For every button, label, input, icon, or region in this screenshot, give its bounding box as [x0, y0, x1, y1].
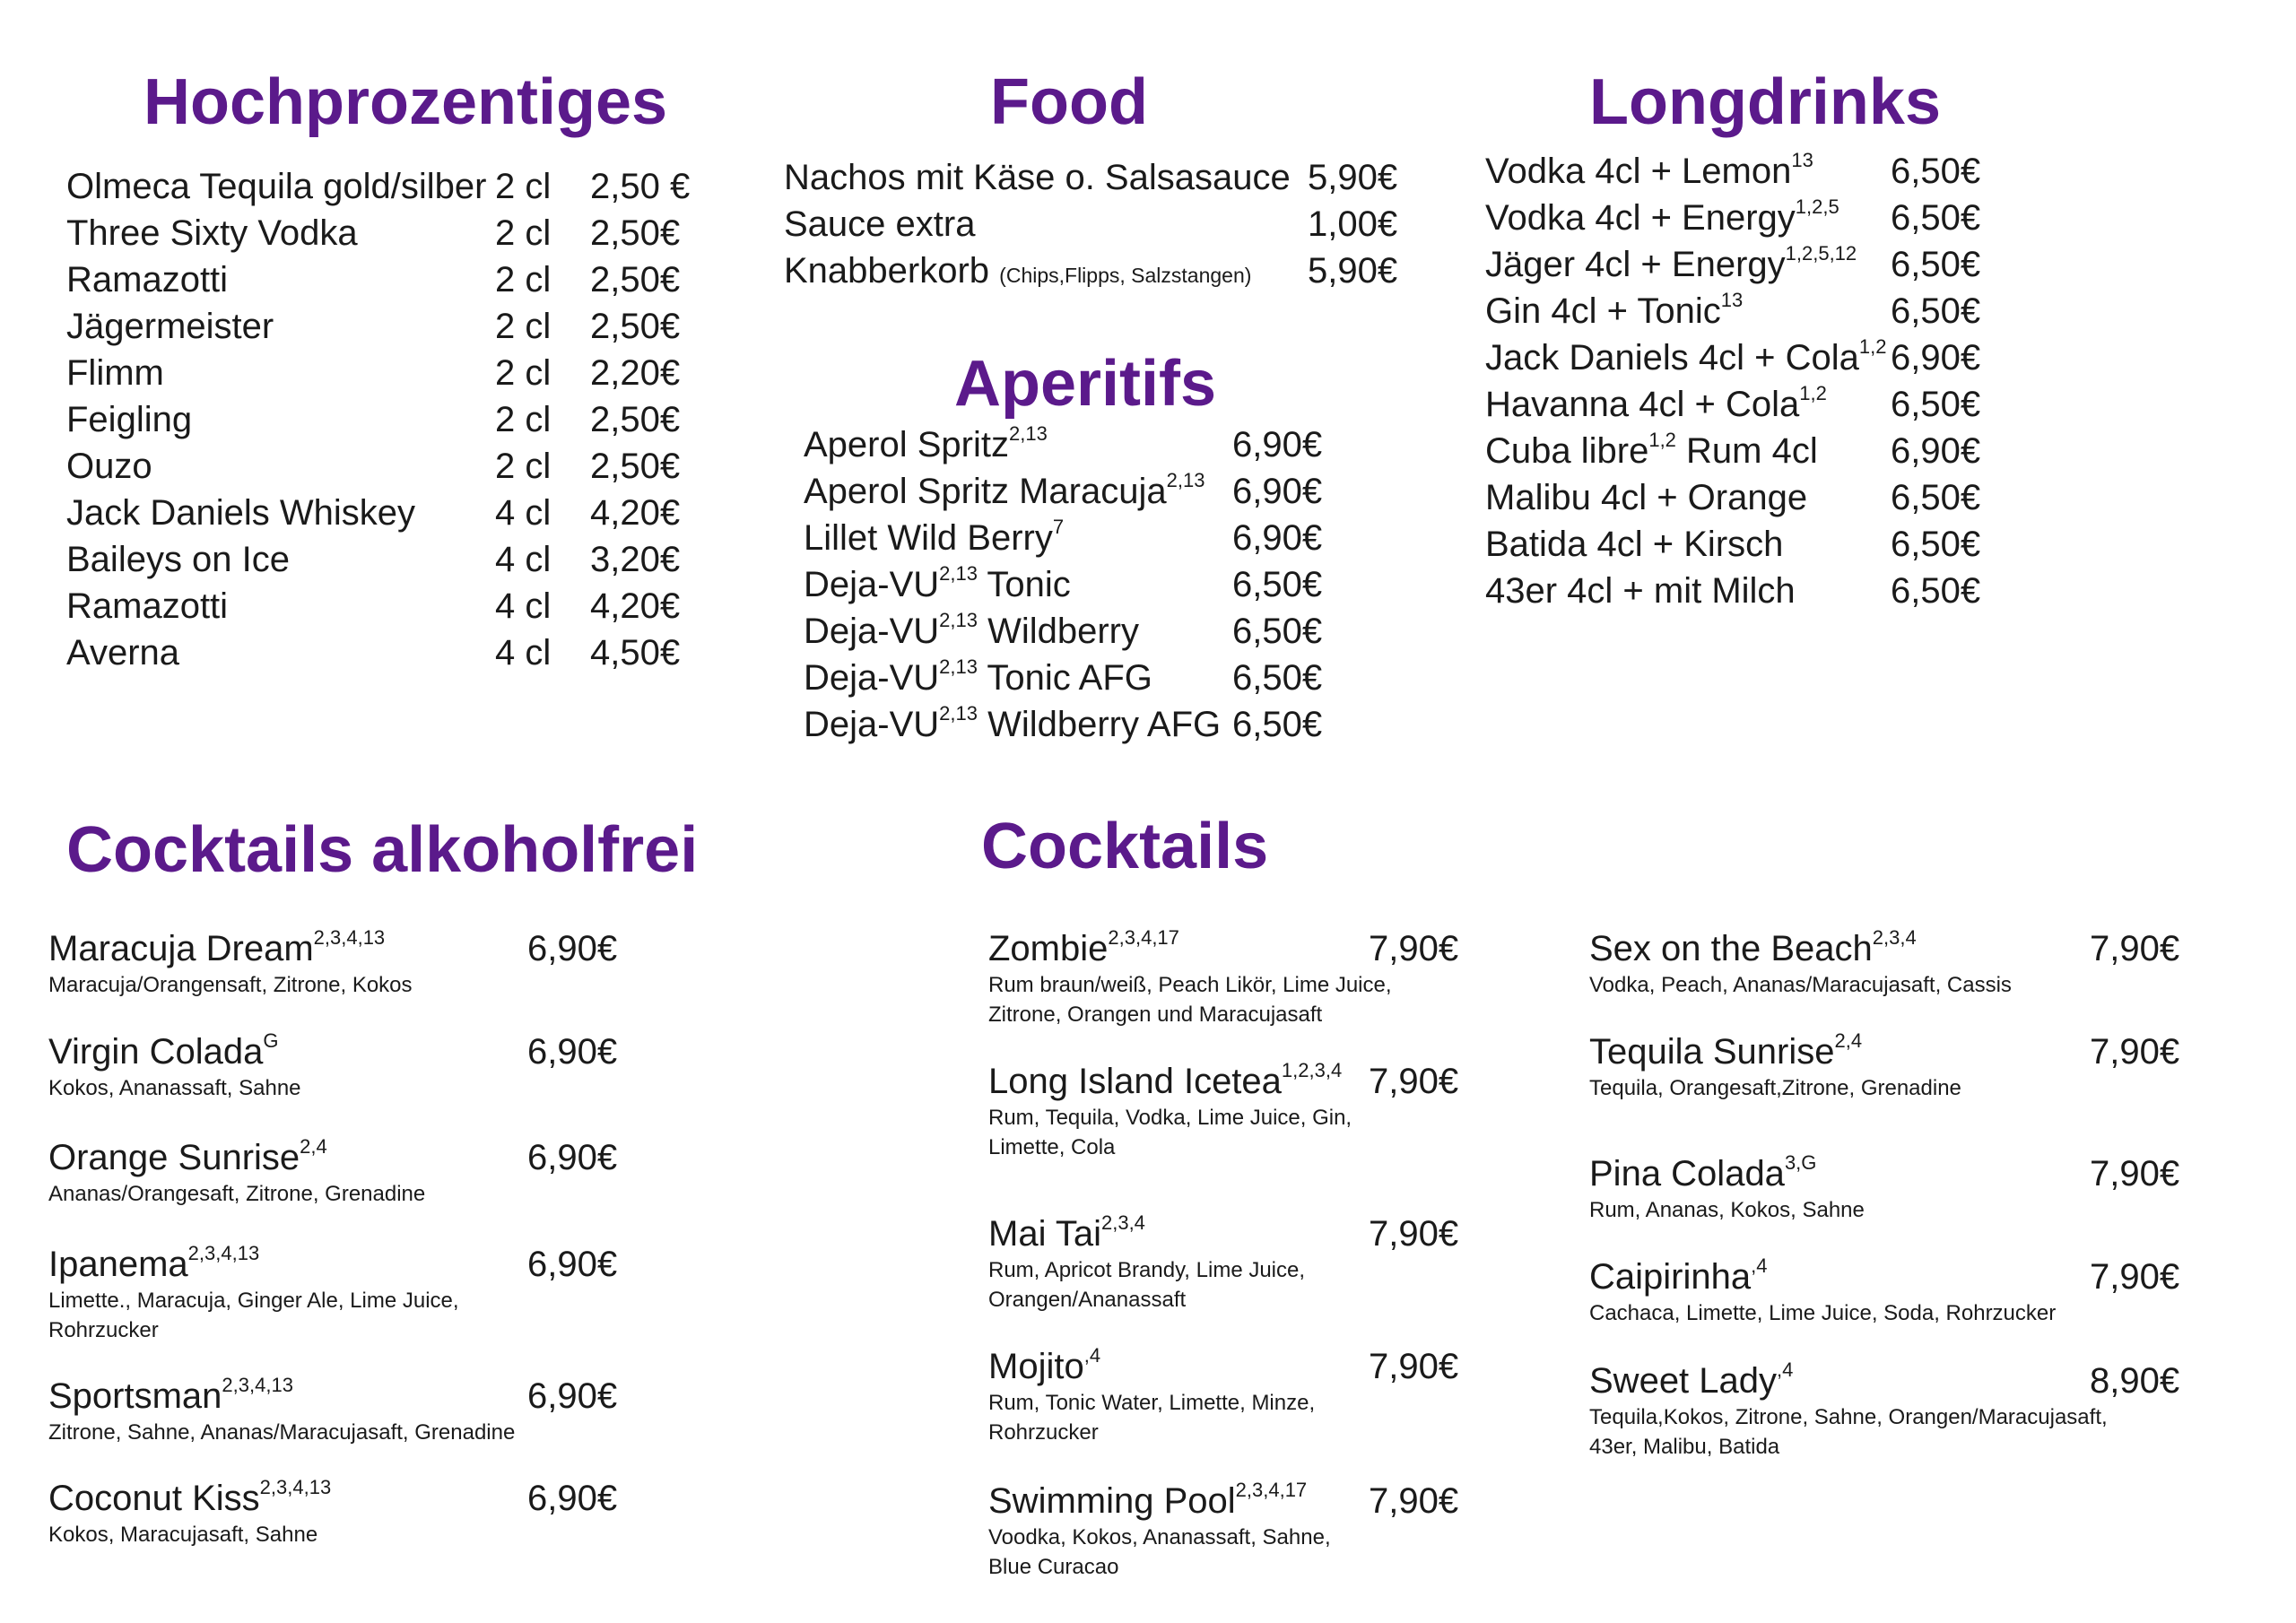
longdrink-row-price: 6,50€	[1891, 152, 1981, 191]
drink-price: 2,50 €	[590, 167, 691, 206]
drink-price: 4,20€	[590, 586, 681, 626]
allergen-codes: ,4	[1777, 1358, 1794, 1381]
cocktail-item	[988, 1479, 1459, 1582]
item-name-suffix: Tonic AFG	[977, 658, 1152, 698]
longdrink-row	[1485, 474, 2131, 521]
aperitif-row-price: 6,90€	[1232, 472, 1323, 511]
cocktail-label	[988, 926, 1179, 968]
cocktail-name: Sex on the Beach	[1589, 929, 1873, 968]
cocktail-ingredients: Rohrzucker	[48, 1318, 159, 1342]
cocktail-price: 6,90€	[527, 1138, 618, 1177]
cocktail-item	[48, 1135, 618, 1209]
food-list	[784, 154, 1430, 294]
item-name: Havanna 4cl + Cola	[1485, 385, 1800, 424]
item-name: Lillet Wild Berry	[804, 518, 1053, 558]
allergen-codes: ,4	[1751, 1254, 1768, 1277]
food-name: Nachos mit Käse o. Salsasauce	[784, 158, 1291, 197]
food-label	[784, 201, 975, 247]
cocktail-label	[988, 1344, 1101, 1386]
drink-price: 2,50€	[590, 213, 681, 253]
cocktail-label	[1589, 1029, 1863, 1072]
drink-name: Averna	[66, 633, 180, 673]
longdrink-row	[1485, 428, 2131, 474]
cocktail-ingredients: 43er, Malibu, Batida	[1589, 1435, 1780, 1459]
cocktail-price: 6,90€	[527, 1479, 618, 1518]
cocktail-label	[988, 1059, 1343, 1101]
drink-row	[66, 210, 712, 256]
drink-name: Feigling	[66, 400, 193, 439]
heading-food: Food	[990, 66, 1148, 138]
cocktail-head	[988, 1479, 1459, 1523]
cocktail-name: Sweet Lady	[1589, 1361, 1778, 1401]
allergen-codes: 2,3,4	[1100, 1211, 1145, 1234]
food-price: 1,00€	[1308, 204, 1398, 244]
aperitif-row	[804, 468, 1396, 515]
allergen-codes: 2,4	[1834, 1029, 1863, 1052]
allergen-codes: 1,2,5,12	[1785, 242, 1857, 265]
aperitif-row-price: 6,50€	[1232, 658, 1323, 698]
drink-size: 4 cl	[495, 540, 552, 579]
allergen-codes: 2,3,4,17	[1108, 926, 1179, 949]
drink-size: 2 cl	[495, 213, 552, 253]
cocktail-item	[48, 1476, 618, 1549]
drink-size: 4 cl	[495, 586, 552, 626]
item-name: Deja-VU	[804, 565, 940, 604]
allergen-codes: 13	[1720, 289, 1744, 311]
longdrink-row-label	[1485, 474, 1807, 521]
drink-size: 4 cl	[495, 493, 552, 533]
heading-hochprozentiges: Hochprozentiges	[144, 66, 668, 138]
cocktail-item	[1589, 1254, 2180, 1328]
cocktail-head	[1589, 926, 2180, 970]
cocktail-name: Zombie	[988, 929, 1109, 968]
aperitif-row	[804, 701, 1396, 748]
drink-price: 2,50€	[590, 260, 681, 299]
cocktail-name: Sportsman	[48, 1376, 222, 1416]
item-name: Deja-VU	[804, 612, 940, 651]
cocktail-head	[48, 1029, 618, 1073]
aperitif-row-label	[804, 515, 1064, 561]
cocktail-item	[48, 1374, 618, 1447]
allergen-codes: 13	[1791, 149, 1813, 171]
longdrink-row-price: 6,50€	[1891, 385, 1981, 424]
cocktail-ingredients: Voodka, Kokos, Ananassaft, Sahne,	[988, 1525, 1331, 1549]
food-row	[784, 154, 1430, 201]
allergen-codes: 2,13	[939, 702, 978, 725]
longdrink-row	[1485, 148, 2131, 195]
food-label	[784, 247, 1251, 299]
allergen-codes: 2,13	[1008, 422, 1048, 445]
cocktail-price: 7,90€	[2090, 1032, 2180, 1072]
longdrink-row-label	[1485, 428, 1818, 474]
drink-row	[66, 490, 712, 536]
cocktail-ingredients: Rohrzucker	[988, 1420, 1099, 1445]
drink-row	[66, 303, 712, 350]
cocktail-price: 6,90€	[527, 1376, 618, 1416]
cocktail-ingredients: Kokos, Ananassaft, Sahne	[48, 1076, 301, 1100]
cocktail-label	[1589, 1358, 1794, 1401]
cocktail-ingredients: Rum, Ananas, Kokos, Sahne	[1589, 1198, 1865, 1222]
cocktail-price: 6,90€	[527, 929, 618, 968]
drink-size: 2 cl	[495, 447, 552, 486]
cocktail-ingredients: Orangen/Ananassaft	[988, 1288, 1187, 1312]
cocktail-ingredients: Zitrone, Sahne, Ananas/Maracujasaft, Grenadine	[48, 1420, 516, 1445]
drink-name: Baileys on Ice	[66, 540, 291, 579]
allergen-codes: 2,4	[300, 1135, 327, 1158]
drink-name: Jägermeister	[66, 307, 274, 346]
cocktail-head	[1589, 1151, 2180, 1195]
longdrink-row	[1485, 334, 2131, 381]
cocktail-label	[48, 1135, 327, 1177]
cocktail-ingredients: Rum, Tonic Water, Limette, Minze,	[988, 1391, 1316, 1415]
cocktail-ingredients: Kokos, Maracujasaft, Sahne	[48, 1523, 318, 1547]
drink-name: Olmeca Tequila gold/silber	[66, 167, 487, 206]
longdrink-row-price: 6,90€	[1891, 338, 1981, 378]
longdrink-row	[1485, 288, 2131, 334]
drink-price: 4,20€	[590, 493, 681, 533]
cocktail-head	[1589, 1029, 2180, 1073]
cocktail-price: 7,90€	[2090, 1154, 2180, 1193]
cocktail-item	[48, 1029, 618, 1103]
allergen-codes: 2,3,4	[1872, 926, 1917, 949]
drink-price: 2,50€	[590, 447, 681, 486]
drink-price: 2,20€	[590, 353, 681, 393]
heading-cocktails: Cocktails	[981, 811, 1269, 882]
food-note: (Chips,Flipps, Salzstangen)	[999, 264, 1252, 287]
heading-cocktails-alkoholfrei: Cocktails alkoholfrei	[66, 814, 699, 886]
aperitif-row-label	[804, 561, 1071, 608]
heading-longdrinks: Longdrinks	[1589, 66, 1941, 138]
item-name-suffix: Rum 4cl	[1675, 431, 1818, 471]
drink-row	[66, 629, 712, 676]
allergen-codes: 1,2	[1799, 382, 1827, 404]
allergen-codes: 2,13	[939, 655, 978, 678]
cocktail-price: 8,90€	[2090, 1361, 2180, 1401]
cocktail-ingredients: Rum, Tequila, Vodka, Lime Juice, Gin,	[988, 1106, 1352, 1130]
drink-name: Jack Daniels Whiskey	[66, 493, 416, 533]
drink-price: 3,20€	[590, 540, 681, 579]
cocktail-item	[48, 1242, 618, 1345]
cocktail-head	[988, 1059, 1459, 1103]
cocktail-label	[988, 1211, 1145, 1254]
aperitif-row-label	[804, 608, 1139, 655]
cocktail-item	[988, 1059, 1459, 1162]
aperitif-row-label	[804, 468, 1205, 515]
aperitif-row-price: 6,50€	[1232, 565, 1323, 604]
cocktail-head	[48, 926, 618, 970]
aperitif-row	[804, 608, 1396, 655]
aperitif-row	[804, 655, 1396, 701]
food-row	[784, 201, 1430, 247]
cocktail-price: 7,90€	[1369, 929, 1459, 968]
cocktail-head	[1589, 1254, 2180, 1298]
item-name-suffix: Wildberry	[977, 612, 1140, 651]
item-name: Vodka 4cl + Energy	[1485, 198, 1796, 238]
cocktail-name: Tequila Sunrise	[1589, 1032, 1835, 1072]
cocktail-label	[1589, 1151, 1817, 1193]
cocktail-head	[988, 926, 1459, 970]
item-name: Gin 4cl + Tonic	[1485, 291, 1721, 331]
cocktail-price: 7,90€	[1369, 1214, 1459, 1254]
cocktail-name: Ipanema	[48, 1245, 188, 1284]
hochprozentiges-list	[66, 163, 712, 676]
item-name: Malibu 4cl + Orange	[1485, 478, 1808, 517]
food-name: Sauce extra	[784, 204, 976, 244]
cocktail-ingredients: Rum braun/weiß, Peach Likör, Lime Juice,	[988, 973, 1392, 997]
item-name: Cuba libre	[1485, 431, 1649, 471]
longdrink-row-price: 6,50€	[1891, 291, 1981, 331]
drink-row	[66, 256, 712, 303]
drink-price: 4,50€	[590, 633, 681, 673]
cocktail-item	[988, 926, 1459, 1029]
allergen-codes: ,4	[1083, 1344, 1101, 1367]
cocktail-ingredients: Cachaca, Limette, Lime Juice, Soda, Rohrzucker	[1589, 1301, 2057, 1325]
cocktail-name: Long Island Icetea	[988, 1062, 1282, 1101]
allergen-codes: 1,2	[1648, 429, 1676, 451]
cocktail-name: Swimming Pool	[988, 1481, 1236, 1521]
allergen-codes: 7	[1052, 516, 1065, 538]
drink-size: 2 cl	[495, 167, 552, 206]
aperitif-row	[804, 421, 1396, 468]
item-name: Jäger 4cl + Energy	[1485, 245, 1786, 284]
cocktail-ingredients: Rum, Apricot Brandy, Lime Juice,	[988, 1258, 1306, 1282]
cocktail-item	[988, 1344, 1459, 1447]
food-price: 5,90€	[1308, 251, 1398, 291]
longdrink-row	[1485, 195, 2131, 241]
cocktail-name: Maracuja Dream	[48, 929, 314, 968]
cocktail-ingredients: Tequila,Kokos, Zitrone, Sahne, Orangen/Maracujasaft,	[1589, 1405, 2108, 1429]
drink-row	[66, 536, 712, 583]
allergen-codes: 2,3,4,13	[222, 1374, 293, 1396]
allergen-codes: 3,G	[1784, 1151, 1817, 1174]
aperitif-row-price: 6,50€	[1232, 612, 1323, 651]
cocktail-item	[1589, 1358, 2180, 1462]
cocktail-item	[1589, 1151, 2180, 1225]
drink-name: Ramazotti	[66, 586, 229, 626]
longdrink-row	[1485, 568, 2131, 614]
allergen-codes: 2,3,4,13	[259, 1476, 332, 1498]
allergen-codes: 1,2	[1858, 335, 1887, 358]
cocktail-name: Virgin Colada	[48, 1032, 264, 1072]
aperitif-row	[804, 515, 1396, 561]
cocktail-ingredients: Maracuja/Orangensaft, Zitrone, Kokos	[48, 973, 413, 997]
cocktail-head	[1589, 1358, 2180, 1402]
cocktail-price: 6,90€	[527, 1032, 618, 1072]
cocktail-price: 7,90€	[2090, 1257, 2180, 1297]
longdrink-row-price: 6,50€	[1891, 571, 1981, 611]
item-name: Jack Daniels 4cl + Cola	[1485, 338, 1859, 378]
longdrink-row-label	[1485, 148, 1813, 195]
allergen-codes: 2,3,4,13	[313, 926, 386, 949]
aperitif-row	[804, 561, 1396, 608]
cocktail-label	[1589, 1254, 1768, 1297]
cocktail-item	[1589, 1029, 2180, 1103]
drink-row	[66, 396, 712, 443]
allergen-codes: 2,13	[1166, 469, 1205, 491]
cocktail-ingredients: Limette, Cola	[988, 1135, 1116, 1159]
drink-row	[66, 163, 712, 210]
food-price: 5,90€	[1308, 158, 1398, 197]
cocktail-label	[48, 1029, 279, 1072]
longdrink-row-label	[1485, 381, 1827, 428]
longdrink-row-label	[1485, 241, 1857, 288]
cocktail-name: Coconut Kiss	[48, 1479, 260, 1518]
longdrink-row-label	[1485, 521, 1783, 568]
cocktail-price: 7,90€	[2090, 929, 2180, 968]
cocktail-head	[48, 1374, 618, 1418]
aperitif-row-price: 6,50€	[1232, 705, 1323, 744]
aperitif-row-price: 6,90€	[1232, 518, 1323, 558]
drink-size: 2 cl	[495, 307, 552, 346]
cocktail-ingredients: Zitrone, Orangen und Maracujasaft	[988, 1002, 1323, 1027]
longdrink-row-price: 6,50€	[1891, 478, 1981, 517]
food-label	[784, 154, 1291, 201]
drink-name: Ouzo	[66, 447, 152, 486]
cocktail-label	[1589, 926, 1917, 968]
aperitif-row-price: 6,90€	[1232, 425, 1323, 464]
longdrink-row	[1485, 381, 2131, 428]
cocktail-ingredients: Vodka, Peach, Ananas/Maracujasaft, Cassis	[1589, 973, 2012, 997]
cocktail-label	[48, 1242, 260, 1284]
item-name-suffix: Tonic	[977, 565, 1071, 604]
cocktail-head	[988, 1344, 1459, 1388]
drink-price: 2,50€	[590, 307, 681, 346]
drink-name: Ramazotti	[66, 260, 229, 299]
drink-row	[66, 443, 712, 490]
cocktail-label	[48, 1376, 293, 1416]
cocktail-name: Mai Tai	[988, 1214, 1101, 1254]
drink-row	[66, 583, 712, 629]
cocktail-name: Orange Sunrise	[48, 1138, 300, 1177]
allergen-codes: 2,13	[939, 562, 978, 585]
drink-size: 2 cl	[495, 353, 552, 393]
cocktail-name: Caipirinha	[1589, 1257, 1752, 1297]
cocktail-price: 7,90€	[1369, 1481, 1459, 1521]
cocktail-ingredients: Limette., Maracuja, Ginger Ale, Lime Juice,	[48, 1289, 459, 1313]
item-name: Batida 4cl + Kirsch	[1485, 525, 1784, 564]
item-name: Aperol Spritz	[804, 425, 1009, 464]
longdrink-row-price: 6,50€	[1891, 525, 1981, 564]
cocktail-name: Mojito	[988, 1347, 1084, 1386]
cocktail-item	[1589, 926, 2180, 1000]
cocktail-head	[48, 1135, 618, 1179]
drink-row	[66, 350, 712, 396]
drink-size: 4 cl	[495, 633, 552, 673]
aperitif-row-label	[804, 655, 1152, 701]
heading-aperitifs: Aperitifs	[954, 348, 1217, 420]
cocktail-ingredients: Ananas/Orangesaft, Zitrone, Grenadine	[48, 1182, 426, 1206]
cocktail-label	[48, 1476, 332, 1518]
cocktail-price: 6,90€	[527, 1245, 618, 1284]
longdrink-row-label	[1485, 195, 1839, 241]
food-row	[784, 247, 1430, 294]
drink-size: 2 cl	[495, 400, 552, 439]
cocktail-ingredients: Blue Curacao	[988, 1555, 1119, 1579]
longdrink-row	[1485, 241, 2131, 288]
item-name-suffix: Wildberry AFG	[977, 705, 1222, 744]
allergen-codes: 2,3,4,17	[1235, 1479, 1308, 1501]
longdrink-row	[1485, 521, 2131, 568]
allergen-codes: G	[263, 1029, 279, 1052]
item-name: Vodka 4cl + Lemon	[1485, 152, 1792, 191]
cocktail-label	[48, 926, 386, 968]
cocktail-head	[48, 1476, 618, 1520]
cocktail-ingredients: Tequila, Orangesaft,Zitrone, Grenadine	[1589, 1076, 1961, 1100]
longdrinks-list	[1485, 148, 2131, 614]
allergen-codes: 1,2,3,4	[1281, 1059, 1343, 1081]
drink-name: Three Sixty Vodka	[66, 213, 358, 253]
allergen-codes: 2,3,4,13	[187, 1242, 260, 1264]
longdrink-row-price: 6,50€	[1891, 198, 1981, 238]
allergen-codes: 2,13	[939, 609, 978, 631]
item-name: Aperol Spritz Maracuja	[804, 472, 1167, 511]
drink-size: 2 cl	[495, 260, 552, 299]
drink-price: 2,50€	[590, 400, 681, 439]
aperitifs-list	[804, 421, 1396, 748]
food-name: Knabberkorb	[784, 251, 990, 291]
cocktail-price: 7,90€	[1369, 1347, 1459, 1386]
aperitif-row-label	[804, 421, 1048, 468]
cocktail-item	[48, 926, 618, 1000]
cocktail-name: Pina Colada	[1589, 1154, 1785, 1193]
longdrink-row-price: 6,90€	[1891, 431, 1981, 471]
longdrink-row-label	[1485, 568, 1796, 614]
drink-name: Flimm	[66, 353, 164, 393]
longdrink-row-price: 6,50€	[1891, 245, 1981, 284]
cocktail-price: 7,90€	[1369, 1062, 1459, 1101]
item-name: Deja-VU	[804, 705, 940, 744]
cocktail-head	[988, 1211, 1459, 1255]
item-name: 43er 4cl + mit Milch	[1485, 571, 1796, 611]
cocktail-label	[988, 1481, 1307, 1521]
longdrink-row-label	[1485, 334, 1886, 381]
cocktail-item	[988, 1211, 1459, 1315]
cocktail-head	[48, 1242, 618, 1286]
item-name: Deja-VU	[804, 658, 940, 698]
aperitif-row-label	[804, 701, 1221, 748]
longdrink-row-label	[1485, 288, 1743, 334]
allergen-codes: 1,2,5	[1795, 195, 1839, 218]
